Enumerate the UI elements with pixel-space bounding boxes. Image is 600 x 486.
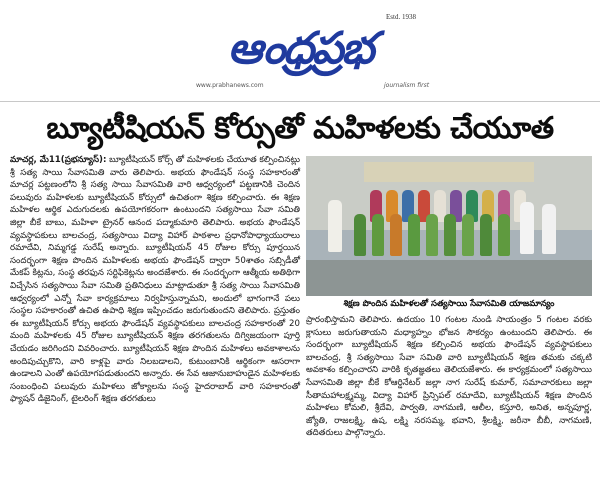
person-figure xyxy=(462,214,474,256)
article-headline: బ్యూటీషియన్ కోర్సుతో మహిళలకు చేయూత xyxy=(46,111,554,146)
masthead-divider xyxy=(0,101,600,102)
article-body-left: బ్యూటీషియన్ కోర్స్ తో మహిళలకు చేయూత కల్పించినట్లు శ్రీ సత్య సాయి సేవాసమితి వారు తెలిపారు. అభయ ఫౌండేషన్ సంస్థ సహకారంతో మాచర్ల పట్టణంలోని శ్రీ సత్య సాయి సేవాసమితి వారి ఆధ్వర్యంలో పట్టణానికి చెందిన పలువురు మహిళలకు బ్యూటీషియన్ కోర్సులో ఉచితంగా శిక్షణ కల్పించారు. ఈ శిక్షణ మహిళల ఆర్థిక ఎదుగుదలకు ఉపయోగకరంగా ఉంటుందని సత్యసాయి సేవా సమితి జిల్లా బీకే బాబు, మహిళా ట్రైనర్ ఆనంద పద్మాకుమారి తెలిపారు. అభయ ఫౌండేషన్ వ్యవస్థాపకులు బాలచంద్ర, సత్యసాయి విద్యా విహార్ పాఠశాల ప్రధానోపాధ్యాయురాలు రమాదేవి, నిమ్మగడ్డ సురేష్ అన్నారు. బ్యూటీషియన్ 45 రోజుల కోర్సు పూర్తయిన సందర్భంగా శిక్షణ పొందిన మహిళలకు అభయ ఫౌండేషన్ ద్వారా 50శాతం సబ్సిడీతో మేకప్ కిట్లను, సంస్థ తరఫున సర్టిఫికెట్లను అందజేశారు. ఈ సందర్భంగా ఆత్మీయ అతిథిగా విచ్చేసిన సత్యసాయి సేవా సమితి ప్రతినిధులు మాట్లాడుతూ శ్రీ సత్య సాయి సేవాసమితి ఆధ్వర్యంలో ఎన్నో సేవా కార్యక్రమాలు నిర్వహిస్తున్నామని, అందులో భాగంగానే పలు సంస్థల సహకారంతో ఉచిత ఉపాధి శిక్షణ ఇప్పించడం జరుగుతుందని తెలిపారు. ప్రస్తుతం ఈ బ్యూటీషియన్ కోర్సు అభయ ఫౌండేషన్ వ్యవస్థాపకులు బాలచంద్ర సహకారంతో 20 మంది మహిళలకు 45 రోజుల బ్యూటీషియన్ శిక్షణ తరగతులను దిగ్విజయంగా పూర్తి చేయడం జరిగిందని వివరించారు. బ్యూటీషియన్ శిక్షణ పొందిన మహిళలు అవకాశాలను అందిపుచ్చుకొని, వారి కాళ్లపై వారు నిలబడాలని, కుటుంబానికి ఆర్థికంగా ఆసరాగా ఉండాలని ఎంతో ఉపయోగపడుతుందని అన్నారు. ఈ సేవ ఆజానుబాహుడైన మహిళలకు సంబంధించి పలువురు మహిళలు జోక్యాలను సంస్థ హైదరాబాద్ వారి సహకారంతో ఫ్యాషన్ డిజైనింగ్, టైలరింగ్ శిక్షణ తరగతులు xyxy=(10,155,301,405)
person-figure xyxy=(408,214,420,256)
person-figure xyxy=(480,214,492,256)
article-left-column xyxy=(10,154,300,406)
newspaper-logo xyxy=(186,18,414,80)
photo-banner xyxy=(364,162,534,182)
article-right-column xyxy=(306,314,592,440)
logo-text: ఆంధ్రప్రభ xyxy=(227,23,373,74)
person-figure xyxy=(520,202,534,254)
person-figure xyxy=(328,200,342,252)
person-figure xyxy=(542,204,556,254)
masthead xyxy=(0,0,600,102)
website-url: www.prabhanews.com xyxy=(196,82,264,89)
person-figure xyxy=(354,214,366,256)
person-figure xyxy=(498,214,510,256)
article-body-right: ప్రారంభిస్తామని తెలిపారు. ఉదయం 10 గంటల నుండి సాయంత్రం 5 గంటల వరకు క్లాసులు జరుగుతాయని మధ్యాహ్నం భోజన సౌకర్యం ఉంటుందని తెలిపారు. ఈ సందర్భంగా బ్యూటీషియన్ శిక్షణ కల్పించిన అభయ ఫౌండేషన్ వ్యవస్థాపకులు బాలచంద్ర, శ్రీ సత్యసాయి సేవా సమితి వారి బ్యూటీషియన్ శిక్షణ తమకు చక్కటి అవకాశం కల్పించారని వారికి కృతజ్ఞతలు తెలియజేశారు. ఈ కార్యక్రమంలో సత్యసాయి సేవాసమితి జిల్లా బీకే కోఆర్డినేటర్ జల్లా నాగ సురేష్ కుమార్, సమాచారకులు జల్లా సీతామహాలక్ష్మమ్మ, విద్యా విహార్ ప్రిన్సిపల్ రమాదేవి, బ్యూటీషియన్ శిక్షణ పొందిన మహిళలు కోమలి, శ్రీదేవి, పార్వతి, నాగమణి, ఆలీల, కస్తూరి, అనిత, అన్నపూర్ణ, జ్యోతి, రాజలక్ష్మి, ఉష, లక్ష్మి నరసమ్మ, భవాని, శ్రీలక్ష్మి, జరీనా బీబీ, నాగమణి, తదితరులు పాల్గొన్నారు. xyxy=(306,315,592,439)
photo-caption: శిక్షణ పొందిన మహిళలతో సత్యసాయి సేవాసమితి యాజమాన్యం xyxy=(306,296,592,312)
news-photo xyxy=(306,156,592,296)
person-figure xyxy=(444,214,456,256)
person-figure xyxy=(372,214,384,256)
person-figure xyxy=(426,214,438,256)
dateline: మాచర్ల, మే11(ప్రభన్యూస్): xyxy=(10,155,107,165)
tagline: journalism first xyxy=(384,82,430,89)
established-year: Estd. 1938 xyxy=(386,13,416,21)
photo-floor xyxy=(306,260,592,296)
person-figure xyxy=(390,214,402,256)
